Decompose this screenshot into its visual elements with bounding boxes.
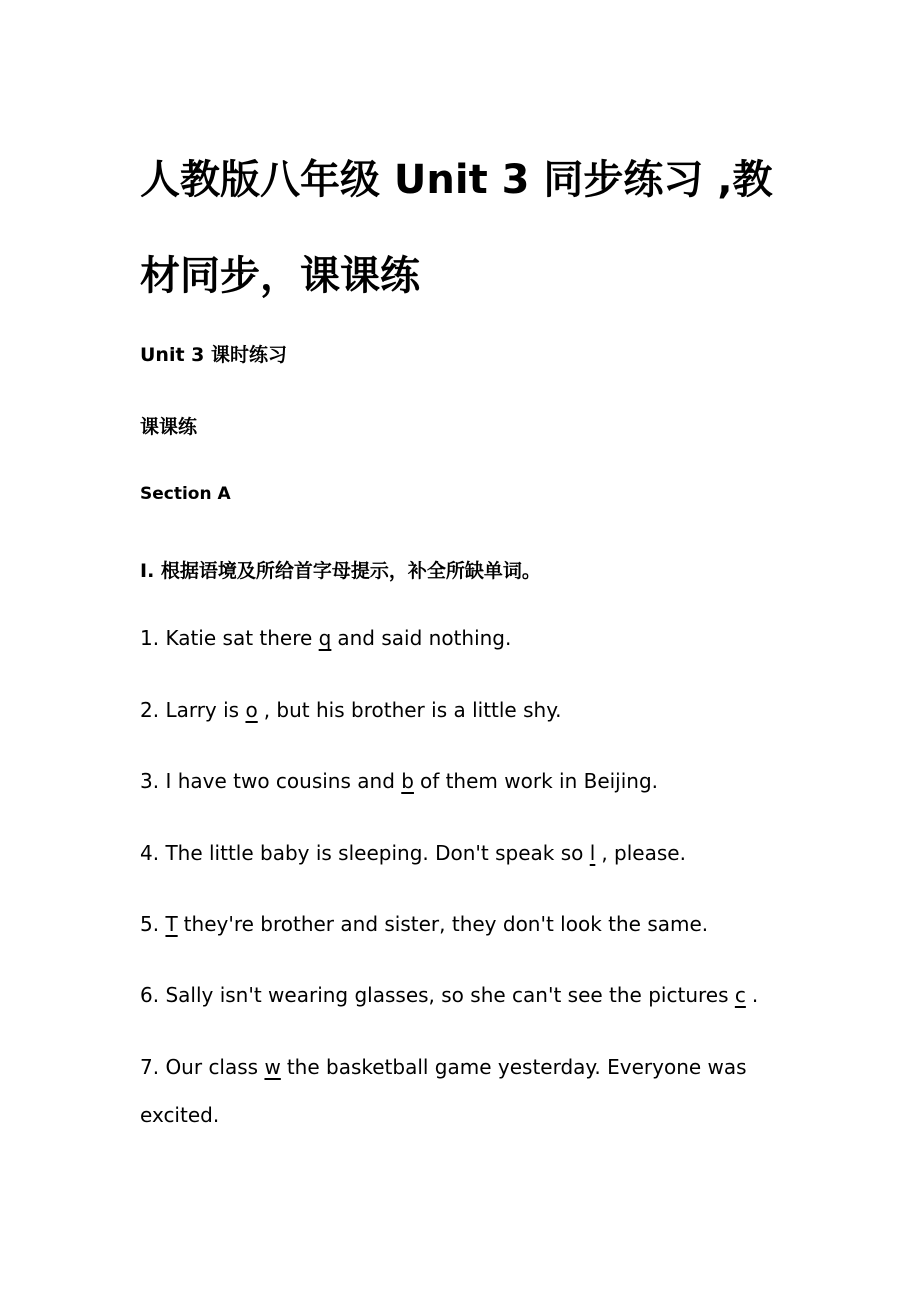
question-text: , please. [601, 841, 686, 865]
question-text: 4. The little baby is sleeping. Don't speak so [140, 841, 590, 865]
answer-blank: q [318, 626, 332, 650]
question-text: 5. [140, 912, 166, 936]
question-3 [140, 757, 780, 805]
question-text: of them work in Beijing. [419, 769, 659, 793]
section-heading: Section A [140, 484, 231, 504]
question-text: 7. Our class [140, 1055, 265, 1079]
question-text: 1. Katie sat there [140, 626, 319, 650]
question-6 [140, 971, 780, 1019]
question-4 [140, 829, 780, 877]
answer-blank: w [264, 1055, 281, 1079]
question-text: 3. I have two cousins and [140, 769, 402, 793]
question-text: , but his brother is a little shy. [263, 698, 562, 722]
question-text: . [751, 983, 759, 1007]
question-text: and said nothing. [337, 626, 512, 650]
answer-blank: T [165, 912, 178, 936]
answer-blank: c [734, 983, 746, 1007]
question-1 [140, 614, 780, 662]
exercise-instruction: Ⅰ. 根据语境及所给首字母提示，补全所缺单词。 [140, 560, 541, 582]
answer-blank: l [589, 841, 596, 865]
question-text: they're brother and sister, they don't look the same. [183, 912, 709, 936]
question-7 [140, 1043, 750, 1139]
question-text: 2. Larry is [140, 698, 246, 722]
question-text: 6. Sally isn't wearing glasses, so she can't see the pictures [140, 983, 735, 1007]
question-text: the basketball game yesterday. Everyone was excited. [140, 1055, 747, 1127]
document-title: 人教版八年级 Unit 3 同步练习 ,教材同步，课课练 [140, 157, 773, 299]
question-5 [140, 900, 780, 948]
question-2 [140, 686, 780, 734]
lesson-subtitle: Unit 3 课时练习 [140, 344, 287, 366]
answer-blank: o [245, 698, 258, 722]
practice-label: 课课练 [140, 416, 198, 438]
answer-blank: b [401, 769, 414, 793]
